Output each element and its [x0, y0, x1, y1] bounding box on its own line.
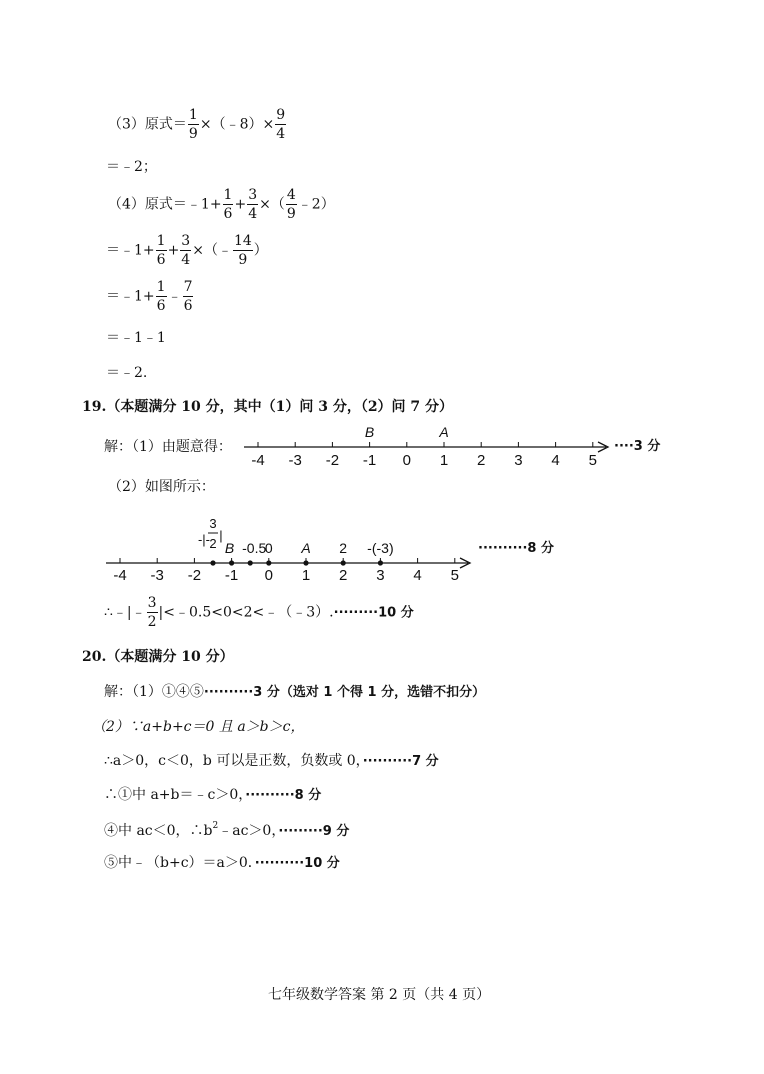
- q19-part1-score: ····3 分: [614, 439, 661, 454]
- fraction: $\frac{1}{6}$: [223, 187, 233, 222]
- q18-part4-line5: ＝﹣2.: [106, 365, 148, 381]
- fraction: $\frac{9}{4}$: [276, 107, 286, 142]
- fraction: $\frac{1}{6}$: [156, 233, 166, 268]
- tick-label: 3: [376, 567, 385, 584]
- tick-label: 4: [413, 567, 422, 584]
- point-label: -(-3): [367, 540, 394, 556]
- q20-line4-score: ··········8 分: [245, 788, 322, 803]
- tick-label: -4: [113, 567, 127, 584]
- tick-label: 1: [439, 452, 449, 469]
- fraction: $\frac{3}{4}$: [181, 233, 191, 268]
- q20-line1-score: ··········3 分（选对 1 个得 1 分，选错不扣分）: [203, 685, 486, 700]
- q20-line6: ⑤中﹣（b+c）＝a＞0．··········10 分: [104, 855, 340, 871]
- point-dot: [303, 560, 308, 565]
- q18-part3-line1: （3）原式＝ $\frac{1}{9}$ ×（﹣8）× $\frac{9}{4}$: [108, 107, 286, 142]
- number-line-2: [100, 510, 480, 586]
- q20-line3: ∴a＞0，c＜0，b 可以是正数，负数或 0，··········7 分: [104, 753, 439, 769]
- q18-part3-line2: ＝﹣2；: [106, 159, 157, 175]
- fraction: $\frac{1}{9}$: [188, 107, 198, 142]
- point-dot: [210, 560, 215, 565]
- point-label: A: [301, 540, 311, 556]
- tick-label: 5: [588, 452, 597, 469]
- point-label: A: [439, 424, 449, 440]
- page-footer: 七年级数学答案 第 2 页（共 4 页）: [268, 987, 491, 1003]
- point-frac-den: 2: [209, 536, 217, 551]
- point-label: B: [224, 540, 235, 556]
- q19-part2-label: （2）如图所示：: [108, 479, 215, 495]
- point-label-end: |: [219, 528, 223, 543]
- tick-label: 2: [477, 452, 486, 469]
- q18-3-label: （3）原式＝: [108, 116, 187, 133]
- q20-line6-score: ··········10 分: [254, 856, 340, 871]
- tick-label: -2: [325, 452, 340, 469]
- q19-header: 19.（本题满分 10 分，其中（1）问 3 分，（2）问 7 分）: [82, 399, 454, 415]
- q20-header: 20.（本题满分 10 分）: [82, 649, 234, 665]
- q18-part4-line4: ＝﹣1﹣1: [106, 330, 166, 346]
- q20-line3-score: ··········7 分: [362, 754, 439, 769]
- tick-label: 4: [551, 452, 560, 469]
- point-label: -0.5: [242, 540, 267, 556]
- tick-label: -4: [251, 452, 265, 469]
- q18-part4-line2: ＝﹣1+ $\frac{1}{6}$ + $\frac{3}{4}$ ×（﹣ $\frac{14}{9}$ ）: [106, 233, 268, 268]
- tick-label: 1: [301, 567, 311, 584]
- tick-label: -3: [288, 452, 302, 469]
- fraction: $\frac{1}{6}$: [156, 279, 166, 314]
- q19-conclusion: ∴﹣|﹣ $\frac{3}{2}$ |<﹣0.5<0<2<﹣（﹣3）.·········10 分: [104, 595, 414, 630]
- q18-part4-line3: ＝﹣1+ $\frac{1}{6}$ ﹣ $\frac{7}{6}$: [106, 279, 193, 314]
- tick-label: 0: [402, 452, 411, 469]
- point-label: 2: [339, 540, 348, 556]
- point-dot: [248, 560, 253, 565]
- point-dot: [266, 560, 271, 565]
- q20-line2: （2）∵a+b+c＝0 且 a＞b＞c，: [92, 719, 305, 735]
- q19-part2-score: ··········8 分: [478, 541, 554, 556]
- fraction: $\frac{14}{9}$: [233, 233, 252, 268]
- point-label: -|-: [197, 532, 210, 547]
- tick-label: 3: [514, 452, 523, 469]
- point-label: B: [364, 424, 375, 440]
- fraction: $\frac{4}{9}$: [286, 187, 296, 222]
- tick-label: 2: [339, 567, 348, 584]
- fraction: $\frac{3}{4}$: [248, 187, 258, 222]
- point-dot: [378, 560, 383, 565]
- tick-label: -3: [150, 567, 164, 584]
- point-label: 0: [264, 540, 273, 556]
- q20-line1: 解：（1）①④⑤··········3 分（选对 1 个得 1 分，选错不扣分）: [104, 684, 486, 700]
- tick-label: -1: [362, 452, 377, 469]
- fraction: $\frac{7}{6}$: [183, 279, 193, 314]
- tick-label: -2: [187, 567, 202, 584]
- q20-line4: ∴①中 a+b＝﹣c＞0，··········8 分: [104, 787, 322, 803]
- tick-label: 5: [450, 567, 459, 584]
- q20-line5-score: ·········9 分: [278, 824, 350, 839]
- point-dot: [229, 560, 234, 565]
- q19-conclusion-score: ·········10 分: [333, 605, 414, 621]
- fraction: $\frac{3}{2}$: [147, 595, 157, 630]
- q20-line5: ④中 ac＜0，$\therefore b^2﹣ac>0$，·········9 分: [104, 821, 350, 839]
- q18-part4-line1: （4）原式＝﹣1+ $\frac{1}{6}$ + $\frac{3}{4}$ ×（ $\frac{4}{9}$ ﹣2）: [108, 187, 335, 222]
- q19-part1-label: 解：（1）由题意得：: [104, 439, 232, 455]
- tick-label: 0: [264, 567, 273, 584]
- number-line-1: [238, 420, 618, 472]
- point-frac-num: 3: [209, 516, 217, 531]
- tick-label: -1: [224, 567, 239, 584]
- point-dot: [341, 560, 346, 565]
